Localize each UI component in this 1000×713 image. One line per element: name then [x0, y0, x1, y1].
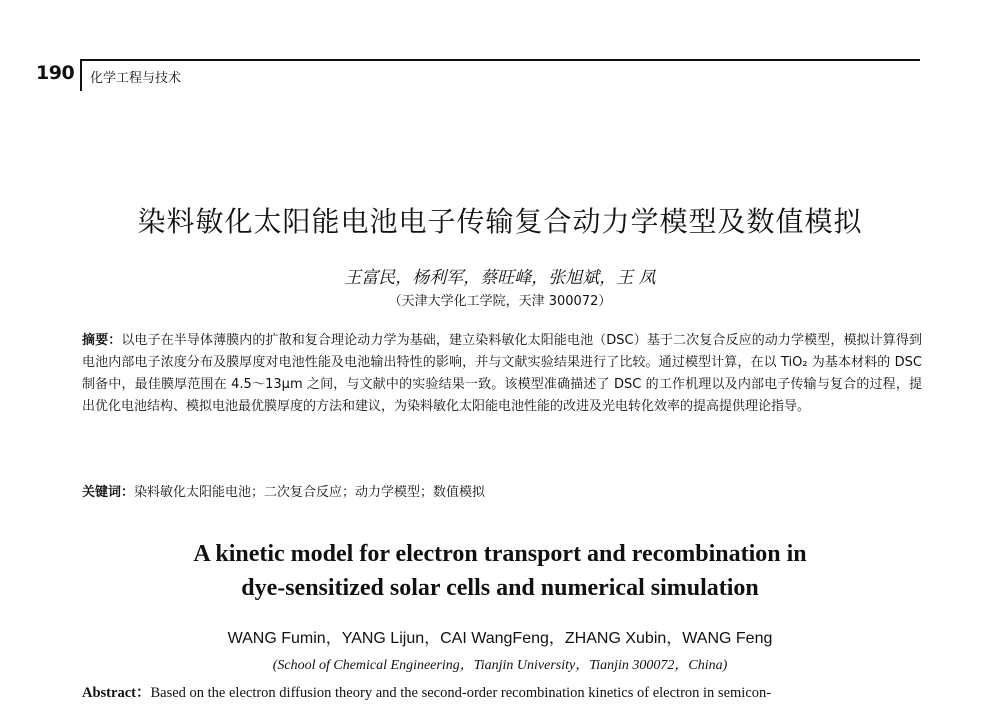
- authors-english: WANG Fumin，YANG Lijun，CAI WangFeng，ZHANG Xubin，WANG Feng: [227, 630, 773, 647]
- abstract-english-label: Abstract：: [82, 685, 151, 701]
- keywords-chinese-label: 关键词：: [82, 485, 135, 500]
- keywords-chinese-text: 染料敏化太阳能电池；二次复合反应；动力学模型；数值模拟: [134, 485, 486, 500]
- abstract-chinese-label: 摘要：: [82, 333, 122, 348]
- abstract-english: [82, 680, 922, 706]
- title-chinese: 染料敏化太阳能电池电子传输复合动力学模型及数值模拟: [137, 205, 863, 238]
- authors-chinese: 王富民，杨利军，蔡旺峰，张旭斌，王 凤: [344, 268, 656, 288]
- journal-name: 化学工程与技术: [90, 71, 182, 86]
- title-english-line2: dye-sensitized solar cells and numerical simulation: [241, 575, 759, 601]
- title-english: [0, 537, 1000, 605]
- affiliation-english: (School of Chemical Engineering，Tianjin University，Tianjin 300072，China): [272, 658, 728, 673]
- title-english-line1: A kinetic model for electron transport and recombination in: [193, 541, 807, 567]
- keywords-chinese: [82, 483, 922, 503]
- page-number: 190: [36, 62, 75, 84]
- abstract-english-text: Based on the electron diffusion theory and the second-order recombination kinetics of electron in semicon-: [150, 685, 772, 701]
- abstract-chinese-text: 以电子在半导体薄膜内的扩散和复合理论动力学为基础，建立染料敏化太阳能电池（DSC）基于二次复合反应的动力学模型，模拟计算得到电池内部电子浓度分布及膜厚度对电池性能及电池输出特性的影响，并与文献实验结果进行了比较。通过模型计算，在以 TiO₂ 为基本材料的 DSC 制备中，最佳膜厚范围在 4.5～13μm 之间，与文献中的实验结果一致。该模型准确描述了 DSC 的工作机理以及内部电子传输与复合的过程，提出优化电池结构、模拟电池最优膜厚度的方法和建议，为染料敏化太阳能电池性能的改进及光电转化效率的提高提供理论指导。: [82, 333, 922, 414]
- header-divider: [80, 61, 82, 91]
- abstract-chinese: [82, 330, 922, 418]
- page-header: [0, 0, 1000, 100]
- header-rule: [80, 59, 920, 61]
- affiliation-chinese: （天津大学化工学院，天津 300072）: [388, 294, 612, 309]
